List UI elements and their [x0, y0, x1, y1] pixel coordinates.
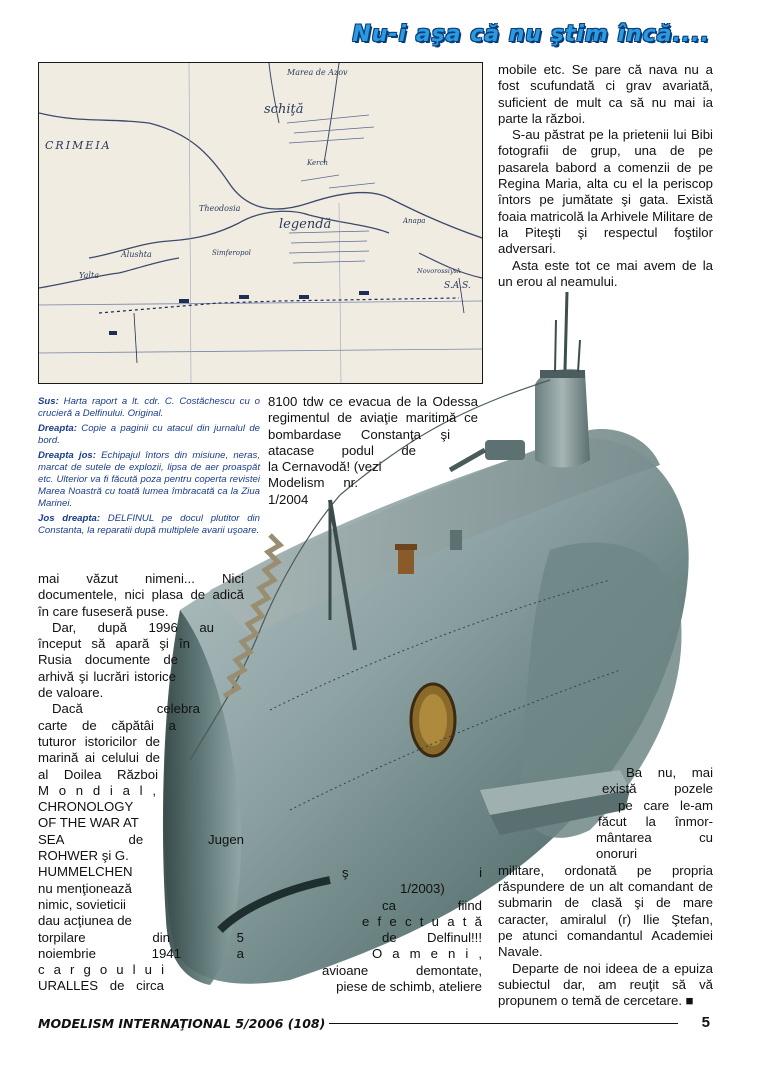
text-line: al Doilea Război	[38, 766, 158, 782]
map-label-theodosia: Theodosia	[199, 204, 241, 213]
map-label-novorossiysk: Novorossiysk	[417, 267, 461, 275]
text-line: SEA de Jugen	[38, 831, 244, 847]
text-line: Ba nu, mai	[626, 765, 713, 780]
text-line: torpilare din 5	[38, 929, 244, 945]
page-number: 5	[701, 1014, 710, 1031]
text-line: Departe de noi ideea de a epuiza	[512, 960, 713, 976]
text-line: Navale.	[498, 944, 543, 960]
text-line: ROHWER şi G.	[38, 848, 129, 864]
text-line: ş i	[342, 865, 482, 880]
text-line: nimic, sovieticii	[38, 896, 126, 912]
text-line: carte de căpătâi a	[38, 717, 176, 733]
text-line: există pozele	[602, 781, 713, 797]
text-line: noiembrie 1941 a	[38, 945, 244, 961]
text-line: 1/2004	[268, 491, 309, 507]
text-line: atacase podul de	[268, 442, 416, 458]
text-line: de valoare.	[38, 685, 104, 701]
text-line: mântarea cu onoruri	[596, 830, 713, 862]
text-line: documentele, nici plasa de adică	[38, 587, 244, 603]
caption: Dreapta: Copie a paginii cu atacul din jurnalul de bord.	[38, 423, 261, 446]
footer	[38, 1016, 678, 1031]
text-line: mai văzut nimeni... Nici	[38, 571, 244, 586]
map-label-crimeia: CRIMEIA	[45, 139, 112, 152]
caption: Jos dreapta: DELFINUL pe docul plutitor din Constanta, la reparatii după multiplele avarii uşoare.	[38, 513, 260, 536]
map-label-kerch: Kerch	[307, 159, 328, 167]
text-line: 8100 tdw ce evacua de la Odessa	[268, 394, 478, 409]
text-line: la Cernavodă! (vezi	[268, 459, 382, 475]
text-line: regimentul de aviaţie maritimă ce	[268, 410, 478, 426]
text-line: URALLES de circa	[38, 978, 164, 994]
middle-column-bottom	[322, 865, 482, 995]
text-line: arhivă şi lucrări istorice	[38, 668, 176, 684]
text-line: piese de schimb, ateliere	[336, 979, 482, 995]
article-title: Nu-i aşa că nu ştim încă....	[352, 22, 710, 47]
paragraph: S-au păstrat pe la prietenii lui Bibi fotografii de grup, una de pe pasarela babord a comenzii de pe Regina Maria, alta cu el la periscop întors pe jumătate şi gata. Există foaia matricolă la Arhivele Militare de la Piteşti şi respectul foştilor adversari.	[498, 127, 713, 257]
text-line: Rusia documente de	[38, 652, 178, 668]
text-line: CHRONOLOGY	[38, 799, 134, 815]
text-line: făcut la înmor-	[598, 813, 713, 829]
paragraph: Asta este tot ce mai avem de la un erou al neamului.	[498, 257, 713, 289]
text-line: în care fuseseră puse.	[38, 603, 169, 619]
text-line: O a m e n i ,	[372, 946, 482, 962]
text-line: avioane demontate,	[322, 962, 482, 978]
text-line: ca fiind	[382, 897, 482, 913]
caption: Sus: Harta raport a lt. cdr. C. Costăchescu cu o crucieră a Delfinului. Original.	[38, 396, 260, 419]
text-line: Modelism nr.	[268, 475, 358, 491]
text-line: Dar, după 1996 au	[52, 619, 214, 635]
text-line: M o n d i a l ,	[38, 782, 156, 798]
text-line: subiectul dar, am reuţit să vă	[498, 976, 713, 992]
map-label-yalta: Yalta	[79, 271, 99, 280]
text-line: nu menţionează	[38, 880, 132, 896]
text-line: marină ai celului de	[38, 750, 160, 766]
text-line: Dacă celebra	[52, 701, 200, 717]
text-line: HUMMELCHEN	[38, 864, 133, 880]
caption: Dreapta jos: Echipajul întors din misiune, neras, marcat de sutele de explozii, lipsa de aer proaspăt etc. Ulterior va fi făcută poza pentru coperta revistei Marea Noastră cu toată lumea îmbracată ca la Ziua Marinei.	[38, 450, 260, 509]
middle-column-top	[268, 394, 478, 508]
map-label-anapa: Anapa	[403, 217, 426, 225]
footer-rule	[329, 1023, 678, 1025]
right-column-bottom	[498, 765, 713, 1009]
map-label-legenda: legendă	[279, 217, 332, 232]
text-line: pe care le-am	[618, 797, 713, 813]
text-line: militare, ordonată pe propria	[498, 862, 713, 878]
map-label-sas: S.A.S.	[444, 281, 471, 291]
text-line: dau acţiunea de	[38, 913, 132, 929]
map-label-schita: schiţă	[264, 102, 304, 117]
text-line: e f e c t u a t ă	[362, 913, 482, 929]
text-line: c a r g o u l u i	[38, 962, 164, 978]
text-line: propunem o temă de cercetare. ■	[498, 993, 694, 1009]
text-line: început să apară şi în	[38, 636, 190, 652]
text-line: tuturor istoricilor de	[38, 733, 160, 749]
text-line: bombardase Constanţa şi	[268, 426, 450, 442]
text-line: pe atunci comandantul Academiei	[498, 927, 713, 943]
map-label-alushta: Alushta	[121, 250, 152, 259]
footer-magazine-title: MODELISM INTERNAŢIONAL 5/2006 (108)	[38, 1016, 326, 1031]
text-line: 1/2003)	[400, 881, 445, 897]
text-line: OF THE WAR AT	[38, 815, 139, 831]
map-label-marea: Marea de Azov	[287, 68, 348, 77]
paragraph: mobile etc. Se pare că nava nu a fost scufundată ci grav avariată, suficient de mult ca să nu mai ia parte la război.	[498, 62, 713, 126]
left-column	[38, 571, 244, 995]
text-line: de Delfinul!!!	[382, 930, 482, 946]
text-line: submarin de clasă şi de mare	[498, 895, 713, 911]
text-line: caracter, amiralul (r) Ilie Ştefan,	[498, 911, 713, 927]
map-label-simferopol: Simferopol	[212, 249, 251, 257]
text-line: răspundere de un alt comandant de	[498, 879, 713, 895]
right-column-top	[498, 62, 713, 290]
